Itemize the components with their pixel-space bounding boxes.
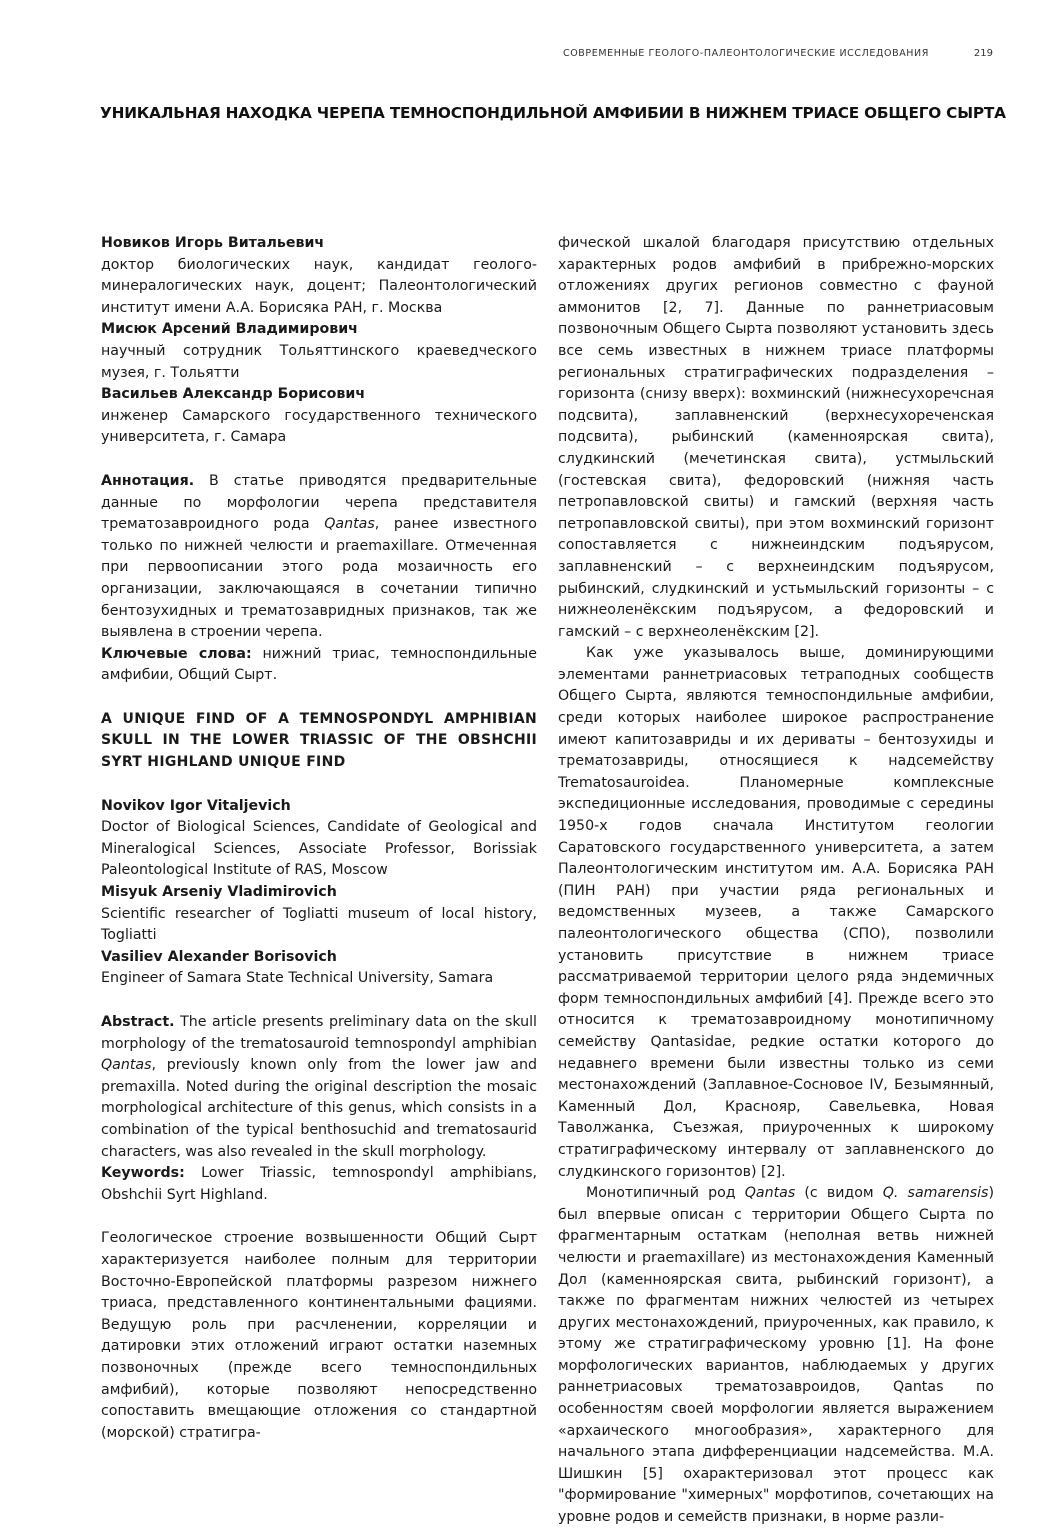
genus-name: Qantas <box>101 1057 152 1074</box>
author-affiliation: доктор биологических наук, кандидат геолого-минералогических наук, доцент; Палеонтологический институт имени А.А. Борисяка РАН, г. Москва <box>101 256 537 316</box>
body-paragraph-1-continued: фической шкалой благодаря присутствию отдельных характерных родов амфибий в прибрежно-морских отложениях других регионов совместно с фауной аммонитов [2, 7]. Данные по раннетриасовым позвоночным Общего Сырта позволяют установить здесь все семь известных в нижнем триасе платформы региональных стратиграфических подразделения – горизонта (снизу вверх): вохминский (нижнесухоречсная подсвита), заплавненский (верхнесухореченская подсвита), рыбинский (каменноярская свита), слудкинский (мечетинская свита), устмыльский (гостевская свита), федоровский (нижняя часть петропавловской свиты) и гамский (верхняя часть петропавловской свиты), при этом вохминский горизонт сопоставляется с нижнеиндским подъярусом, заплавненский – с верхнеиндским подъярусом, рыбинский, слудкинский и устьмыльский горизонты – с нижнеоленёкским подъярусом, а федоровский и гамский – с верхнеоленёкским [2]. <box>558 235 994 640</box>
author-name: Васильев Александр Борисович <box>101 386 366 403</box>
left-column <box>101 233 537 1444</box>
author-affiliation-en: Scientific researcher of Togliatti museum of local history, Togliatti <box>101 905 537 944</box>
author-name-en: Vasiliev Alexander Borisovich <box>101 948 337 965</box>
genus-name: Qantas <box>744 1185 796 1202</box>
body-paragraph-2: Как уже указывалось выше, доминирующими элементами раннетриасовых тетраподных сообществ Общего Сырта, являются темноспондильные амфибии, среди которых наиболее широкое распространение имеют капитозавриды и их дериваты – бентозухиды и трематозавриды, относящиеся к надсемейству Trematosauroidea. Планомерные комплексные экспедиционные исследования, проводимые с середины 1950-х годов сначала Институтом геологии Саратовского государственного университета, а затем Палеонтологическим институтом им. А.А. Борисяка РАН (ПИН РАН) при участии ряда региональных и ведомственных музеев, а также Самарского палеонтологического общества (СПО), позволили установить присутствие в нижнем триасе рассматриваемой территории целого ряда эндемичных форм темноспондильных амфибий [4]. Прежде всего это относится к трематозавроидному монотипичному семейству Qantasidae, редкие остатки которого до недавнего времени были известны только из семи местонахождений (Заплавное-Сосновое IV, Безымянный, Каменный Дол, Краснояр, Савельевка, Новая Таволжанка, Съезжая, приуроченных к широкому стратиграфическому интервалу от заплавненского до слудкинского горизонтов) [2]. <box>558 645 994 1180</box>
keywords-en: Keywords: Lower Triassic, temnospondyl amphibians, Obshchii Syrt Highland. <box>101 1165 537 1203</box>
article-title: УНИКАЛЬНАЯ НАХОДКА ЧЕРЕПА ТЕМНОСПОНДИЛЬНОЙ АМФИБИИ В НИЖНЕМ ТРИАСЕ ОБЩЕГО СЫРТА <box>100 104 1006 122</box>
right-column <box>558 233 994 1529</box>
running-head <box>563 48 993 59</box>
author-name: Мисюк Арсений Владимирович <box>101 321 358 338</box>
page-number: 219 <box>973 48 993 59</box>
abstract-label-en: Abstract. <box>101 1014 175 1030</box>
author-affiliation-en: Engineer of Samara State Technical University, Samara <box>101 970 494 987</box>
abstract-label: Аннотация. <box>101 472 195 489</box>
body-paragraph-3: Монотипичный род Qantas (с видом Q. samarensis) был впервые описан с территории Общего Сырта по фрагментарным остаткам (неполная ветвь нижней челюсти и praemaxillare) из местонахождения Каменный Дол (каменноярская свита, рыбинский горизонт), а также по фрагментам нижних челюстей из четырех других местонахождений, приуроченных, как правило, к этому же стратиграфическому уровню [1]. На фоне морфологических вариантов, наблюдаемых у других раннетриасовых трематозавроидов, Qantas по особенностям своей морфологии является выражением «архаического многообразия», характерного для начального этапа дифференциации надсемейства. М.А. Шишкин [5] охарактеризовал этот процесс как "формирование "химерных" морфотипов, сочетающих на уровне родов и семейств признаки, в норме разли- <box>558 1185 994 1526</box>
keywords-label: Ключевые слова: <box>101 645 252 662</box>
author-name: Новиков Игорь Витальевич <box>101 235 325 251</box>
genus-name: Qantas <box>324 516 375 533</box>
journal-section-title: СОВРЕМЕННЫЕ ГЕОЛОГО-ПАЛЕОНТОЛОГИЧЕСКИЕ ИССЛЕДОВАНИЯ <box>563 48 929 59</box>
author-affiliation-en: Doctor of Biological Sciences, Candidate of Geological and Mineralogical Sciences, Associate Professor, Borissiak Paleontological Institute of RAS, Moscow <box>101 819 537 879</box>
author-affiliation: инженер Самарского государственного технического университета, г. Самара <box>101 407 537 446</box>
author-affiliation: научный сотрудник Тольяттинского краеведческого музея, г. Тольятти <box>101 342 537 381</box>
abstract-en: Abstract. The article presents preliminary data on the skull morphology of the trematosauroid temnospondyl amphibian Qantas, previously known only from the lower jaw and premaxilla. Noted during the original description the mosaic morphological architecture of this genus, which consists in a combination of the typical benthosuchid and trematosaurid characters, was also revealed in the skull morphology. <box>101 1014 537 1160</box>
keywords-label-en: Keywords: <box>101 1165 185 1182</box>
body-paragraph-1: Геологическое строение возвышенности Общий Сырт характеризуется наиболее полным для территории Восточно-Европейской платформы разрезом нижнего триаса, представленного континентальными фациями. Ведущую роль при расчленении, корреляции и датировки этих отложений играют остатки наземных позвоночных (прежде всего темноспондильных амфибий), которые позволяют непосредственно сопоставить вмещающие отложения со стандартной (морской) стратигра- <box>101 1230 537 1441</box>
species-name: Q. samarensis <box>882 1185 989 1202</box>
keywords-ru: Ключевые слова: нижний триас, темноспондильные амфибии, Общий Сырт. <box>101 645 537 684</box>
english-title: A UNIQUE FIND OF A TEMNOSPONDYL AMPHIBIAN SKULL IN THE LOWER TRIASSIC OF THE OBSHCHII SYRT HIGHLAND UNIQUE FIND <box>101 710 537 771</box>
author-name-en: Misyuk Arseniy Vladimirovich <box>101 884 337 901</box>
author-name-en: Novikov Igor Vitaljevich <box>101 797 291 814</box>
abstract-ru: Аннотация. В статье приводятся предварительные данные по морфологии черепа представителя трематозавроидного рода Qantas, ранее известного только по нижней челюсти и praemaxillare. Отмеченная при первоописании этого рода мозаичность его организации, заключающаяся в сочетании типично бентозухидных и трематозавридных признаков, так же выявлена в строении черепа. <box>101 472 537 641</box>
